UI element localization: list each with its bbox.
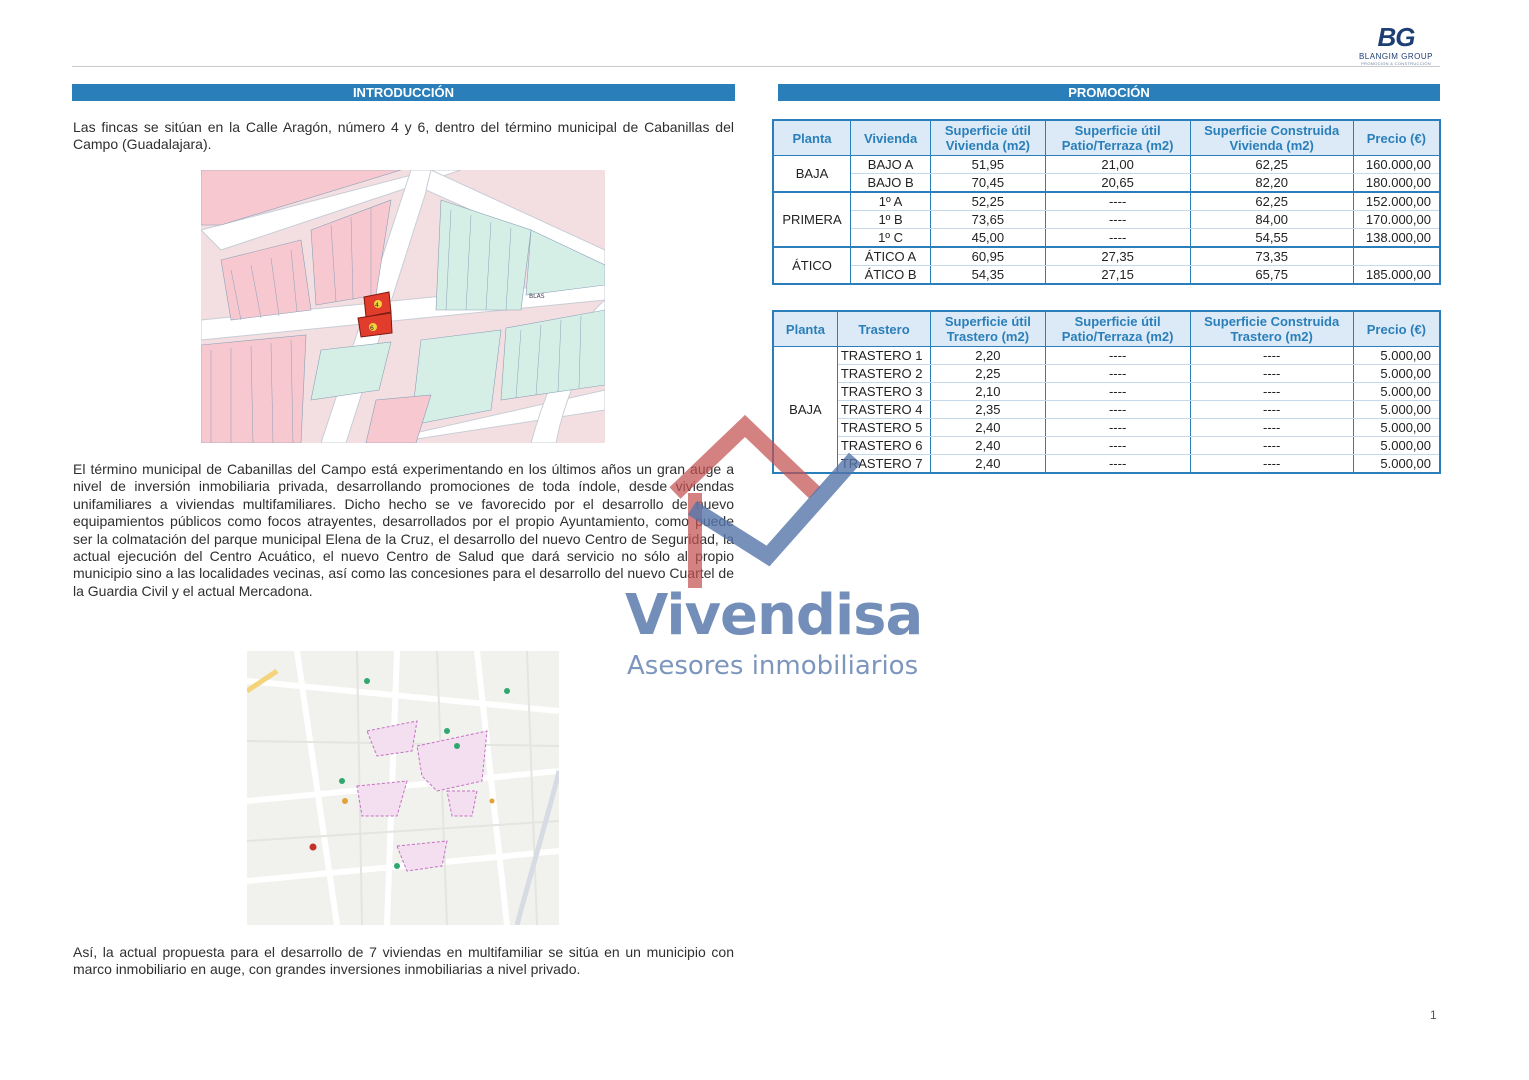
sup-patio-cell: ---- <box>1045 229 1190 248</box>
precio-cell: 5.000,00 <box>1353 365 1440 383</box>
sup-util-cell: 2,40 <box>931 419 1046 437</box>
precio-cell: 185.000,00 <box>1353 266 1440 285</box>
precio-cell <box>1353 247 1440 266</box>
sup-construida-cell: 62,25 <box>1190 156 1353 174</box>
sup-patio-cell: ---- <box>1045 455 1190 474</box>
logo-tagline: PROMOCIÓN & CONSTRUCCIÓN <box>1361 61 1431 66</box>
unit-cell: BAJO A <box>851 156 931 174</box>
trastero-cell: TRASTERO 6 <box>837 437 930 455</box>
table-row <box>773 247 1440 266</box>
sup-patio-cell: 21,00 <box>1045 156 1190 174</box>
precio-cell: 152.000,00 <box>1353 192 1440 211</box>
location-map-drawing <box>247 651 559 925</box>
sup-util-cell: 54,35 <box>931 266 1046 285</box>
sup-construida-cell: 54,55 <box>1190 229 1353 248</box>
sup-construida-cell: ---- <box>1190 401 1353 419</box>
sup-construida-cell: ---- <box>1190 347 1353 365</box>
planta-cell: ÁTICO <box>773 247 851 284</box>
sup-construida-cell: 82,20 <box>1190 174 1353 193</box>
sup-patio-cell: 20,65 <box>1045 174 1190 193</box>
sup-patio-cell: ---- <box>1045 383 1190 401</box>
trastero-cell: TRASTERO 2 <box>837 365 930 383</box>
sup-construida-cell: ---- <box>1190 455 1353 474</box>
sup-util-cell: 52,25 <box>931 192 1046 211</box>
col-header-sup-construida-trastero: Superficie Construida Trastero (m2) <box>1190 311 1353 347</box>
sup-patio-cell: ---- <box>1045 365 1190 383</box>
precio-cell: 160.000,00 <box>1353 156 1440 174</box>
table-row <box>773 401 1440 419</box>
page-number: 1 <box>1430 1008 1437 1022</box>
precio-cell: 5.000,00 <box>1353 347 1440 365</box>
table-row <box>773 455 1440 474</box>
unit-cell: ÁTICO A <box>851 247 931 266</box>
table-row <box>773 419 1440 437</box>
intro-paragraph-context: El término municipal de Cabanillas del Campo está experimentando en los últimos años un gran auge a nivel de inversión inmobiliaria privada, desarrollando promociones de toda índole, desde viviendas unifamiliares a viviendas multifamiliares. Dicho hecho se ve favorecido por el desarrollo de nuevo equipamientos públicos como focos atrayentes, desarrollados por el propio Ayuntamiento, como puede ser la colmatación del parque municipal Elena de la Cruz, el desarrollo del nuevo Centro de Seguridad, la actual ejecución del Centro Acuático, el nuevo Centro de Salud que dará servicio no sólo al propio municipio sino a las localidades vecinas, así como las concesiones para el desarrollo del nuevo Cuartel de la Guardia Civil y el actual Mercadona. <box>73 461 734 599</box>
precio-cell: 5.000,00 <box>1353 437 1440 455</box>
company-logo <box>1350 24 1442 66</box>
trasteros-table <box>772 310 1441 474</box>
col-header-sup-util-trastero: Superficie útil Trastero (m2) <box>931 311 1046 347</box>
sup-util-cell: 2,20 <box>931 347 1046 365</box>
section-title-introduccion: INTRODUCCIÓN <box>72 84 735 101</box>
planta-cell: BAJA <box>773 156 851 193</box>
watermark-subtitle: Asesores inmobiliarios <box>627 651 919 681</box>
precio-cell: 138.000,00 <box>1353 229 1440 248</box>
col-header-planta: Planta <box>773 311 837 347</box>
sup-patio-cell: 27,35 <box>1045 247 1190 266</box>
col-header-trastero: Trastero <box>837 311 930 347</box>
table-row <box>773 211 1440 229</box>
intro-paragraph-location: Las fincas se sitúan en la Calle Aragón, número 4 y 6, dentro del término municipal de Cabanillas del Campo (Guadalajara). <box>73 119 734 153</box>
trastero-cell: TRASTERO 5 <box>837 419 930 437</box>
unit-cell: ÁTICO B <box>851 266 931 285</box>
sup-construida-cell: ---- <box>1190 365 1353 383</box>
table-row <box>773 266 1440 285</box>
sup-construida-cell: 84,00 <box>1190 211 1353 229</box>
col-header-sup-construida-vivienda: Superficie Construida Vivienda (m2) <box>1190 120 1353 156</box>
section-title-promocion: PROMOCIÓN <box>778 84 1440 101</box>
trastero-cell: TRASTERO 3 <box>837 383 930 401</box>
precio-cell: 5.000,00 <box>1353 419 1440 437</box>
sup-patio-cell: ---- <box>1045 347 1190 365</box>
table-row <box>773 437 1440 455</box>
sup-util-cell: 2,40 <box>931 437 1046 455</box>
cadastral-map-image <box>201 170 605 443</box>
logo-name: BLANGIM GROUP <box>1358 52 1434 61</box>
table-header-row <box>773 120 1440 156</box>
col-header-sup-util-vivienda: Superficie útil Vivienda (m2) <box>931 120 1046 156</box>
sup-construida-cell: 73,35 <box>1190 247 1353 266</box>
col-header-precio: Precio (€) <box>1353 120 1440 156</box>
sup-util-cell: 73,65 <box>931 211 1046 229</box>
parcel-label-b: 6 <box>370 325 374 332</box>
sup-patio-cell: ---- <box>1045 211 1190 229</box>
col-header-sup-util-patio: Superficie útil Patio/Terraza (m2) <box>1045 120 1190 156</box>
sup-construida-cell: ---- <box>1190 437 1353 455</box>
precio-cell: 180.000,00 <box>1353 174 1440 193</box>
precio-cell: 5.000,00 <box>1353 401 1440 419</box>
unit-cell: 1º A <box>851 192 931 211</box>
sup-construida-cell: 62,25 <box>1190 192 1353 211</box>
unit-cell: 1º C <box>851 229 931 248</box>
precio-cell: 5.000,00 <box>1353 455 1440 474</box>
table-row <box>773 156 1440 174</box>
unit-cell: BAJO B <box>851 174 931 193</box>
intro-paragraph-conclusion: Así, la actual propuesta para el desarrollo de 7 viviendas en multifamiliar se sitúa en un municipio con marco inmobiliario en auge, con grandes inversiones inmobiliarias a nivel privado. <box>73 944 734 978</box>
sup-construida-cell: ---- <box>1190 383 1353 401</box>
table-row <box>773 192 1440 211</box>
sup-util-cell: 2,40 <box>931 455 1046 474</box>
top-rule <box>72 66 1440 67</box>
logo-mark: BG <box>1377 22 1415 52</box>
precio-cell: 5.000,00 <box>1353 383 1440 401</box>
table-header-row <box>773 311 1440 347</box>
sup-util-cell: 60,95 <box>931 247 1046 266</box>
sup-patio-cell: 27,15 <box>1045 266 1190 285</box>
watermark-brand: Vivendisa <box>625 583 923 648</box>
table-row <box>773 347 1440 365</box>
table-row <box>773 365 1440 383</box>
sup-util-cell: 70,45 <box>931 174 1046 193</box>
sup-util-cell: 2,10 <box>931 383 1046 401</box>
trastero-cell: TRASTERO 7 <box>837 455 930 474</box>
table-row <box>773 383 1440 401</box>
sup-util-cell: 2,25 <box>931 365 1046 383</box>
sup-patio-cell: ---- <box>1045 437 1190 455</box>
trastero-cell: TRASTERO 4 <box>837 401 930 419</box>
sup-patio-cell: ---- <box>1045 192 1190 211</box>
cadastral-map-drawing <box>201 170 605 443</box>
planta-cell: BAJA <box>773 347 837 474</box>
col-header-planta: Planta <box>773 120 851 156</box>
sup-util-cell: 51,95 <box>931 156 1046 174</box>
sup-construida-cell: 65,75 <box>1190 266 1353 285</box>
col-header-vivienda: Vivienda <box>851 120 931 156</box>
sup-util-cell: 45,00 <box>931 229 1046 248</box>
table-row <box>773 174 1440 193</box>
sup-patio-cell: ---- <box>1045 419 1190 437</box>
street-label: BLAS <box>529 293 545 300</box>
planta-cell: PRIMERA <box>773 192 851 247</box>
col-header-precio: Precio (€) <box>1353 311 1440 347</box>
trastero-cell: TRASTERO 1 <box>837 347 930 365</box>
sup-construida-cell: ---- <box>1190 419 1353 437</box>
sup-util-cell: 2,35 <box>931 401 1046 419</box>
viviendas-table <box>772 119 1441 285</box>
col-header-sup-util-patio: Superficie útil Patio/Terraza (m2) <box>1045 311 1190 347</box>
sup-patio-cell: ---- <box>1045 401 1190 419</box>
parcel-label-a: 4 <box>375 302 379 309</box>
location-map-image <box>247 651 559 925</box>
table-row <box>773 229 1440 248</box>
precio-cell: 170.000,00 <box>1353 211 1440 229</box>
unit-cell: 1º B <box>851 211 931 229</box>
